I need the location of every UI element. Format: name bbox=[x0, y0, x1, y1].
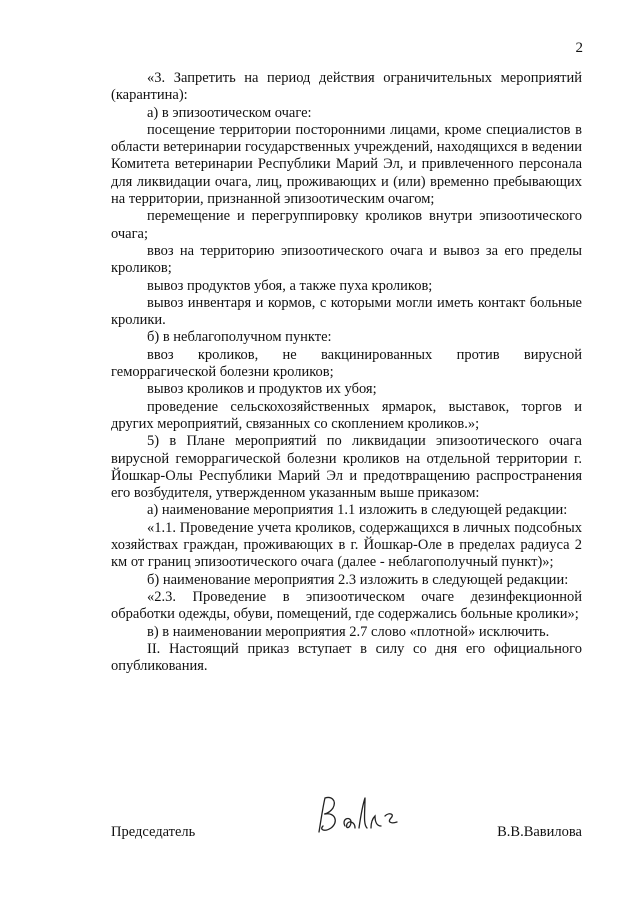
signatory-title: Председатель bbox=[111, 824, 196, 840]
paragraph-inventory-ban: вывоз инвентаря и кормов, с которыми могли иметь контакт больные кролики. bbox=[111, 294, 582, 329]
paragraph-unvaccinated-import-ban: ввоз кроликов, не вакцинированных против вирусной геморрагической болезни кроликов; bbox=[111, 346, 582, 381]
paragraph-plan-amendment: 5) в Плане мероприятий по ликвидации эпизоотического очага вирусной геморрагической болезни кроликов на отдельной территории г. Йошкар-Олы Республики Марий Эл и предотвращению распространения его возбудителя, утвержденном указанным выше приказом: bbox=[111, 433, 582, 502]
paragraph-quarantine-intro: «3. Запретить на период действия ограничительных мероприятий (карантина): bbox=[111, 70, 582, 104]
paragraph-item-1-1: а) наименование мероприятия 1.1 изложить в следующей редакции: bbox=[147, 502, 568, 519]
paragraph-rabbit-export-ban: вывоз кроликов и продуктов их убоя; bbox=[147, 381, 377, 398]
paragraph-visiting-ban: посещение территории посторонними лицами, кроме специалистов в области ветеринарии государственных учреждений, находящихся в ведении Комитета ветеринарии Республики Марий Эл, и привлеченного персонала для ликвидации очага, лиц, проживающих и (или) временно пребывающих на территории, признанной эпизоотическим очагом; bbox=[111, 121, 582, 208]
paragraph-fairs-ban: проведение сельскохозяйственных ярмарок, выставок, торгов и других мероприятий, связанных со скоплением кроликов.»; bbox=[111, 398, 582, 432]
paragraph-item-1-1-text: «1.1. Проведение учета кроликов, содержащихся в личных подсобных хозяйствах граждан, проживающих в г. Йошкар-Оле в пределах радиуса 2 км от границ эпизоотического очага (далее - неблагополучный пункт)»; bbox=[111, 519, 582, 571]
signature-block bbox=[111, 820, 582, 840]
paragraph-unfavorable-point: б) в неблагополучном пункте: bbox=[147, 329, 332, 346]
signatory-name: В.В.Вавилова bbox=[497, 824, 582, 840]
paragraph-episootic-focus: а) в эпизоотическом очаге: bbox=[147, 104, 312, 121]
document-body bbox=[111, 70, 582, 675]
paragraph-item-2-7: в) в наименовании мероприятия 2.7 слово «плотной» исключить. bbox=[147, 623, 550, 640]
paragraph-import-export-ban: ввоз на территорию эпизоотического очага и вывоз за его пределы кроликов; bbox=[111, 242, 582, 277]
handwritten-signature bbox=[311, 792, 401, 838]
page-number: 2 bbox=[575, 40, 583, 56]
paragraph-item-2-3: б) наименование мероприятия 2.3 изложить в следующей редакции: bbox=[147, 571, 569, 588]
paragraph-slaughter-products-ban: вывоз продуктов убоя, а также пуха кроликов; bbox=[147, 277, 433, 294]
paragraph-item-2-3-text: «2.3. Проведение в эпизоотическом очаге дезинфекционной обработки одежды, обуви, помещений, где содержались больные кролики»; bbox=[111, 588, 582, 623]
paragraph-effective-date: II. Настоящий приказ вступает в силу со дня его официального опубликования. bbox=[111, 640, 582, 675]
paragraph-movement-ban: перемещение и перегруппировку кроликов внутри эпизоотического очага; bbox=[111, 208, 582, 242]
